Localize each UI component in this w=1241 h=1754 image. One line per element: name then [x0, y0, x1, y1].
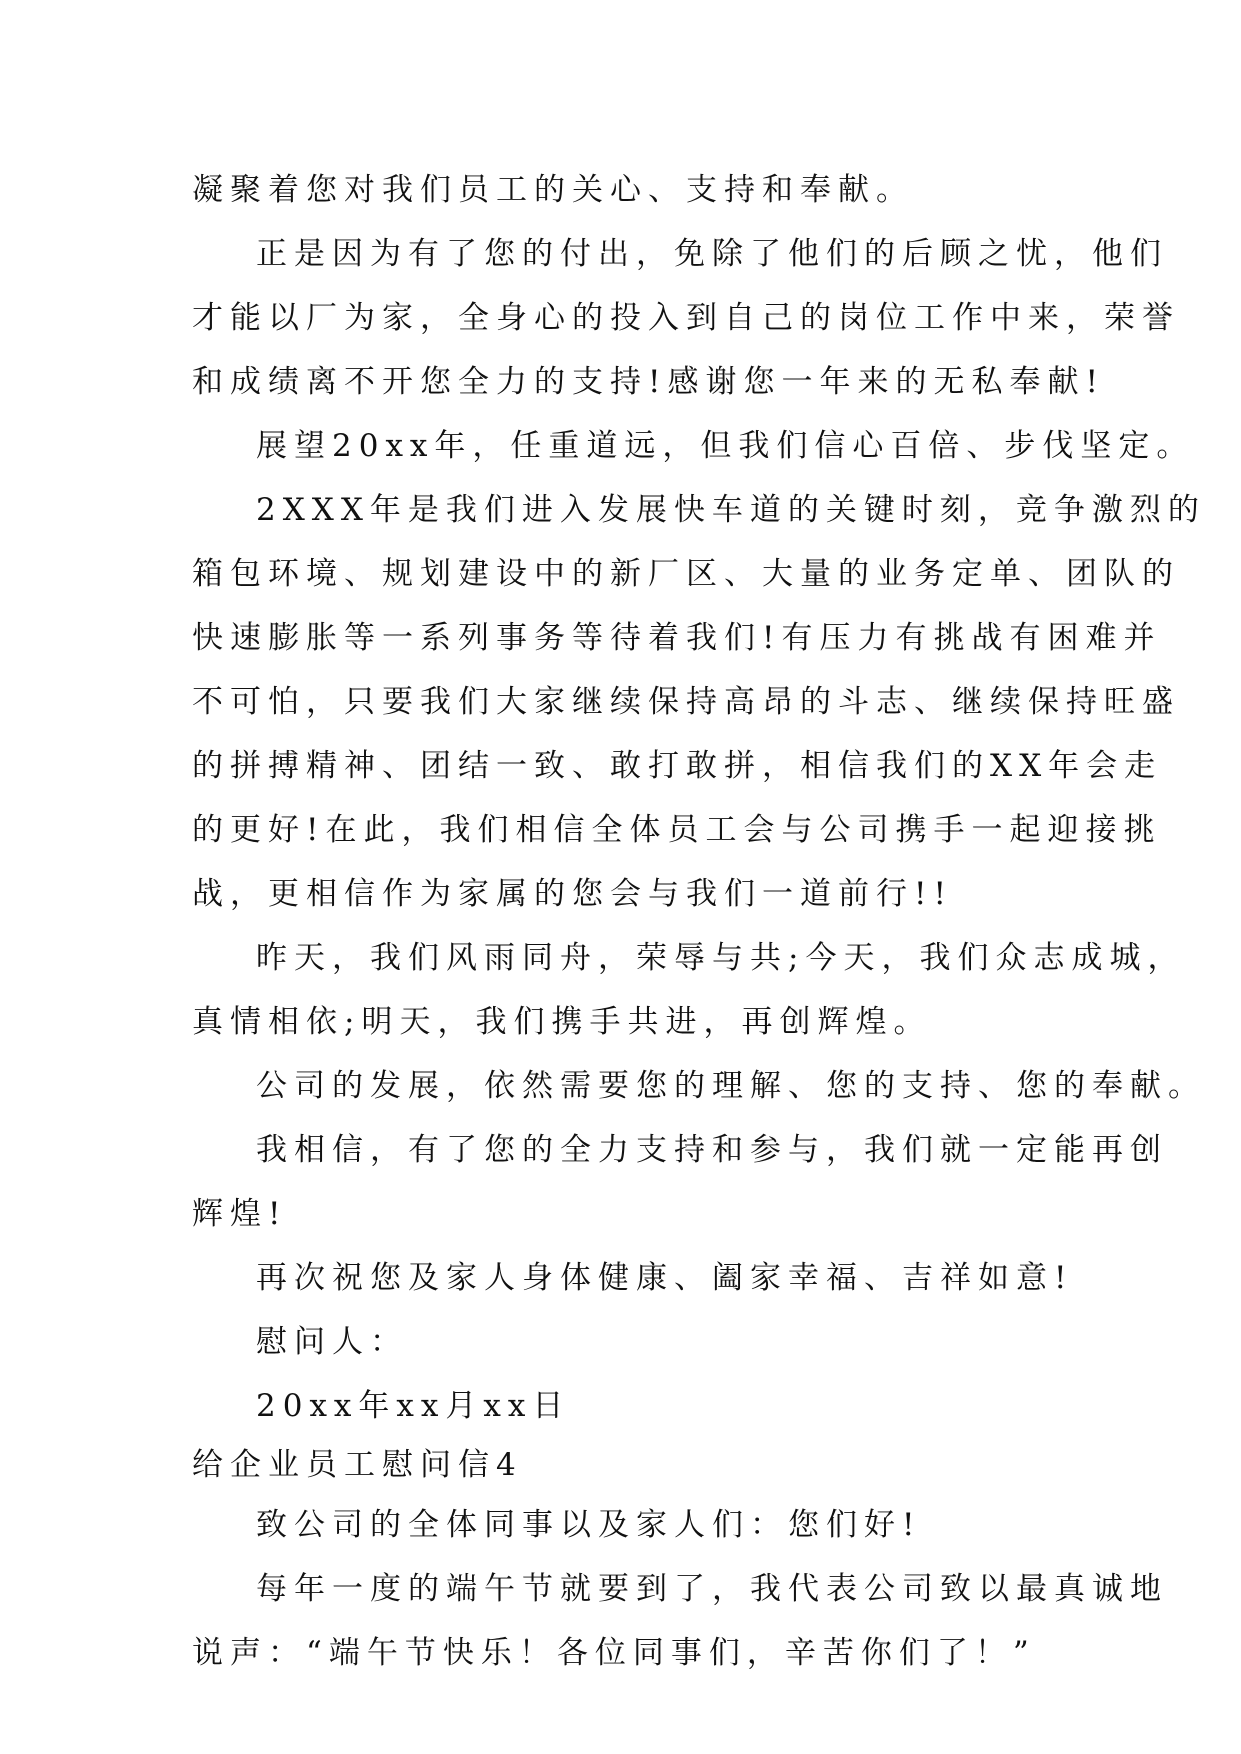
- text-line: 我相信，有了您的全力支持和参与，我们就一定能再创: [256, 1132, 1168, 1168]
- text-line: 的更好!在此，我们相信全体员工会与公司携手一起迎接挑: [192, 812, 1162, 848]
- text-line: 不可怕，只要我们大家继续保持高昂的斗志、继续保持旺盛: [192, 684, 1180, 720]
- text-line: 说声：“端午节快乐！各位同事们，辛苦你们了！”: [192, 1635, 1036, 1671]
- letter-body: [192, 158, 1206, 1438]
- text-line: 再次祝您及家人身体健康、阖家幸福、吉祥如意!: [256, 1260, 1074, 1296]
- text-line: 慰问人：: [256, 1324, 408, 1360]
- text-line: 快速膨胀等一系列事务等待着我们!有压力有挑战有困难并: [192, 620, 1162, 656]
- text-line: 辉煌!: [192, 1196, 288, 1232]
- text-line: 昨天，我们风雨同舟，荣辱与共;今天，我们众志成城，: [256, 940, 1186, 976]
- text-line: 箱包环境、规划建设中的新厂区、大量的业务定单、团队的: [192, 556, 1180, 592]
- text-line: 凝聚着您对我们员工的关心、支持和奉献。: [192, 172, 914, 208]
- section-title: 给企业员工慰问信4: [192, 1447, 523, 1483]
- text-line: 致公司的全体同事以及家人们：您们好!: [256, 1507, 922, 1543]
- text-line: 和成绩离不开您全力的支持!感谢您一年来的无私奉献!: [192, 364, 1105, 400]
- text-line: 每年一度的端午节就要到了，我代表公司致以最真诚地: [256, 1571, 1168, 1607]
- letter-body-continued: [192, 1493, 1168, 1685]
- text-line: 20xx年xx月xx日: [256, 1388, 571, 1424]
- text-line: 的拼搏精神、团结一致、敢打敢拼，相信我们的XX年会走: [192, 748, 1163, 784]
- text-line: 战，更相信作为家属的您会与我们一道前行!!: [192, 876, 953, 912]
- text-line: 真情相依;明天，我们携手共进，再创辉煌。: [192, 1004, 932, 1040]
- text-line: 公司的发展，依然需要您的理解、您的支持、您的奉献。: [256, 1068, 1206, 1104]
- document-page: [192, 158, 1206, 1685]
- text-line: 2XXX年是我们进入发展快车道的关键时刻，竞争激烈的: [256, 492, 1206, 528]
- text-line: 正是因为有了您的付出，免除了他们的后顾之忧，他们: [256, 236, 1168, 272]
- text-line: 才能以厂为家，全身心的投入到自己的岗位工作中来，荣誉: [192, 300, 1180, 336]
- text-line: 展望20xx年，任重道远，但我们信心百倍、步伐坚定。: [256, 428, 1195, 464]
